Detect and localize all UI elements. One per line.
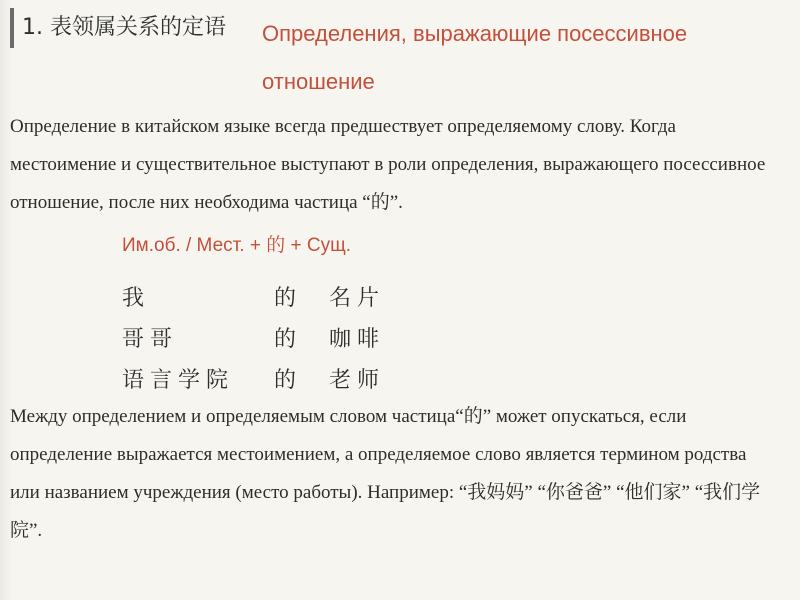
section-marker-bar [10, 8, 14, 48]
examples-list [122, 276, 385, 399]
section-title-chinese: 1. 表领属关系的定语 [22, 15, 226, 40]
example-noun: 咖啡 [329, 327, 386, 352]
example-row [122, 276, 385, 317]
example-particle: 的 [274, 327, 297, 352]
example-row [122, 317, 385, 358]
example-particle: 的 [274, 368, 297, 393]
pattern-formula: Им.об. / Мест. + 的 + Сущ. [122, 235, 351, 256]
omission-paragraph: Между определением и определяемым словом частица“的” может опускаться, если определение выражается местоимением, а определяемое слово является термином родства или названием учреждения (место работы). Например: “我妈妈” “你爸爸” “他们家” “我们学院”. [10, 406, 761, 541]
rule-paragraph: Определение в китайском языке всегда предшествует определяемому слову. Когда местоимение и существительное выступают в роли определения, выражающего посессивное отношение, после них необходима частица “的”. [10, 116, 766, 213]
example-noun: 老师 [329, 368, 386, 393]
example-determiner: 哥哥 [122, 327, 179, 352]
section-title-russian: Определения, выражающие посессивное отношение [262, 21, 688, 94]
example-noun: 名片 [329, 286, 386, 311]
example-determiner: 语言学院 [122, 368, 235, 393]
example-determiner: 我 [122, 286, 151, 311]
example-row [122, 358, 385, 399]
example-particle: 的 [274, 286, 297, 311]
